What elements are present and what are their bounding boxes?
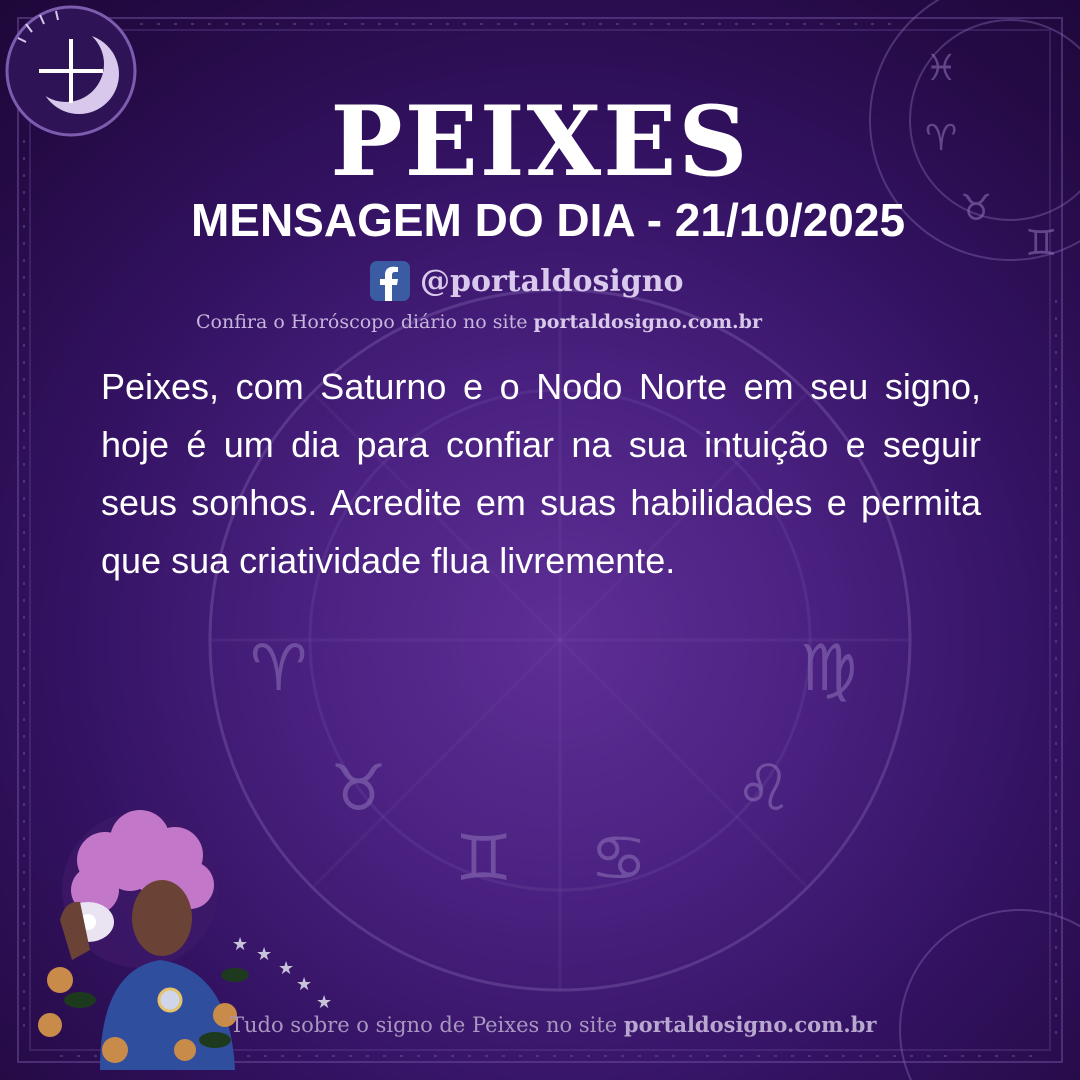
svg-text:★: ★ [232,934,249,955]
site-promo [196,311,896,333]
social-handle-text: @portaldosigno [420,263,684,299]
social-handle[interactable] [370,258,684,304]
svg-text:♉: ♉ [960,188,993,229]
svg-text:♍: ♍ [800,632,858,706]
svg-text:★: ★ [296,974,313,995]
svg-text:♈: ♈ [925,118,958,159]
site-promo-link[interactable]: portaldosigno.com.br [533,311,762,333]
svg-text:♈: ♈ [250,632,308,706]
svg-text:♉: ♉ [330,752,388,826]
site-promo-text: Confira o Horóscopo diário no site [196,311,528,333]
footer-promo-text: Tudo sobre o signo de Peixes no site [230,1013,618,1037]
daily-message: Peixes, com Saturno e o Nodo Norte em seu signo, hoje é um dia para confiar na sua intuição e seguir seus sonhos. Acredite em suas habilidades e permita que sua criatividade flua livremente. [101,366,981,581]
svg-text:♊: ♊ [455,822,513,896]
svg-text:★: ★ [256,944,273,965]
svg-text:★: ★ [316,992,333,1013]
svg-text:★: ★ [278,958,295,979]
footer-promo [230,1012,930,1037]
footer-promo-link[interactable]: portaldosigno.com.br [623,1012,877,1037]
message-date-heading: MENSAGEM DO DIA - 21/10/2025 [190,194,906,246]
svg-text:♌: ♌ [735,752,793,826]
facebook-icon [370,261,410,301]
page-title: PEIXES [330,85,750,198]
svg-text:♊: ♊ [1025,223,1058,264]
svg-text:♓: ♓ [925,48,958,89]
svg-text:♋: ♋ [590,822,648,896]
